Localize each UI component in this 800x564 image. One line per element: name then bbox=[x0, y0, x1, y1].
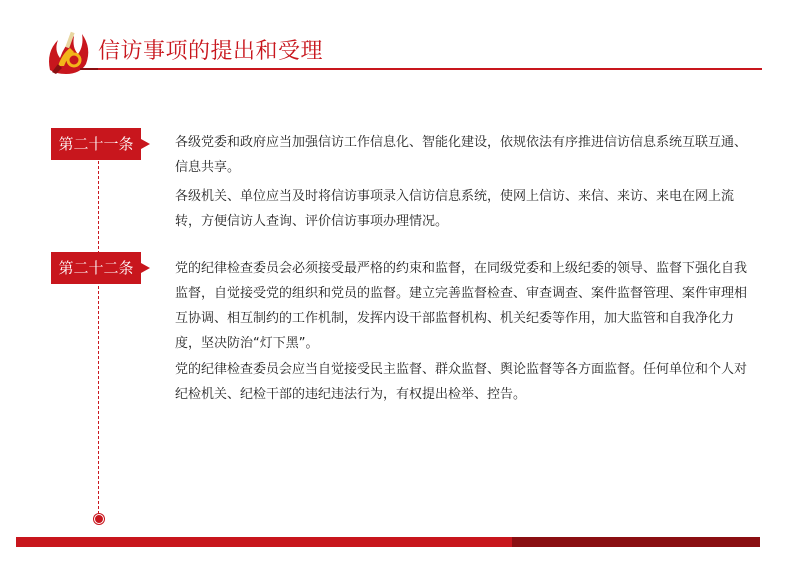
timeline-end-dot bbox=[94, 514, 104, 524]
article-21-paragraph-1: 各级党委和政府应当加强信访工作信息化、智能化建设，依规依法有序推进信访信息系统互联互通、信息共享。 bbox=[175, 135, 748, 175]
title-underline bbox=[80, 68, 762, 70]
article-22-tag: 第二十二条 bbox=[51, 252, 141, 284]
article-22-paragraph-2: 党的纪律检查委员会应当自觉接受民主监督、群众监督、舆论监督等各方面监督。任何单位和个人对纪检机关、纪检干部的违纪违法行为，有权提出检举、控告。 bbox=[175, 362, 748, 402]
footer-bar bbox=[16, 537, 512, 547]
timeline-line bbox=[98, 146, 99, 514]
title-underline-accent bbox=[80, 68, 98, 70]
article-22-paragraph-1: 党的纪律检查委员会必须接受最严格的约束和监督，在同级党委和上级纪委的领导、监督下强化自我监督，自觉接受党的组织和党员的监督。建立完善监督检查、审查调查、案件监督管理、案件审理相互协调、相互制约的工作机制，发挥内设干部监督机构、机关纪委等作用，加大监管和自我净化力度，坚决防治“灯下黑”。 bbox=[175, 261, 748, 351]
article-21-paragraph-2: 各级机关、单位应当及时将信访事项录入信访信息系统，使网上信访、来信、来访、来电在网上流转，方便信访人查询、评价信访事项办理情况。 bbox=[175, 189, 735, 229]
article-21-tag: 第二十一条 bbox=[51, 128, 141, 160]
footer-bar-accent bbox=[512, 537, 760, 547]
page-title: 信访事项的提出和受理 bbox=[98, 39, 324, 64]
